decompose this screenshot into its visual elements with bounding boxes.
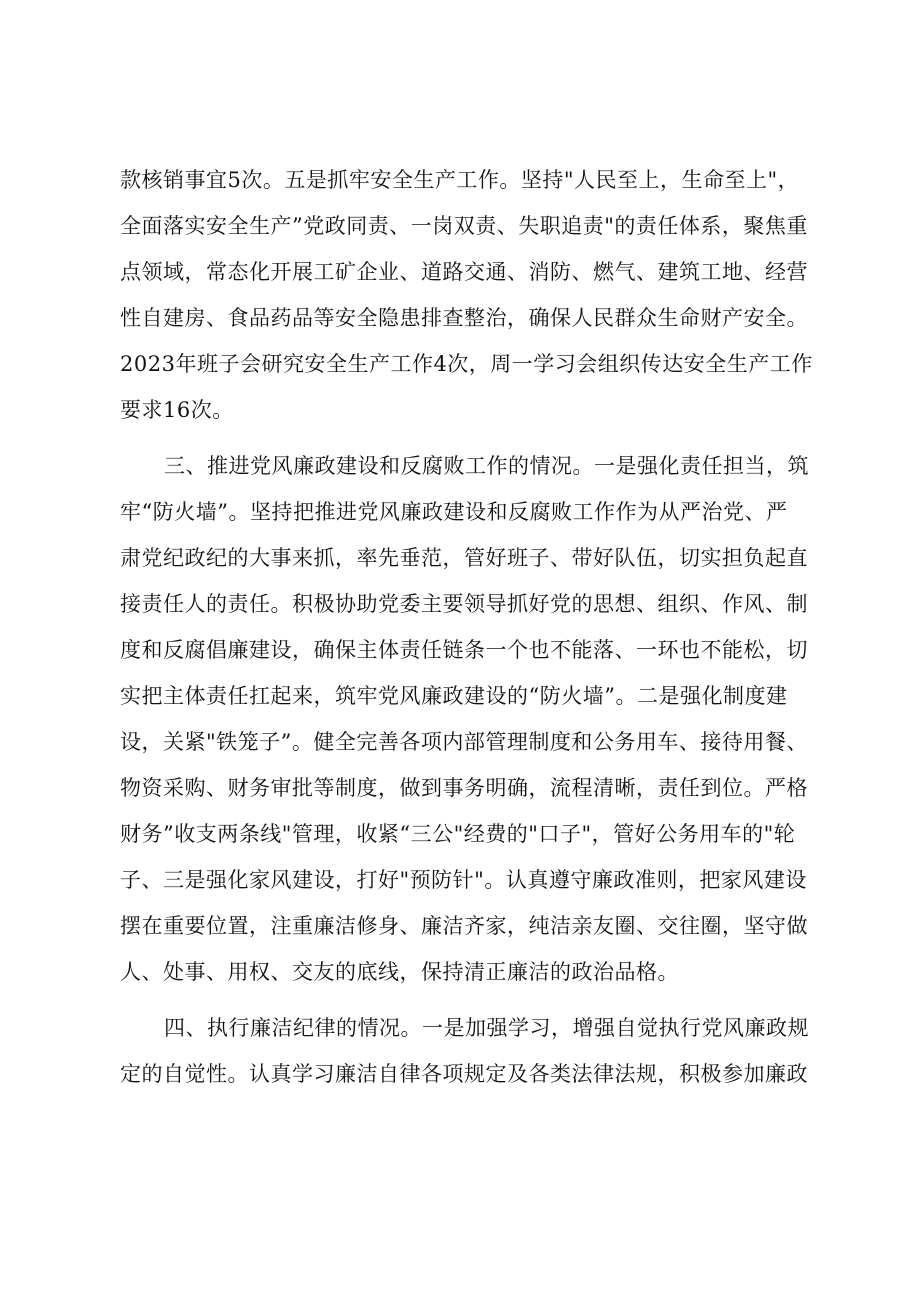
- text-line-17: 摆在重要位置，注重廉洁修身、廉洁齐家，纯洁亲友圈、交往圈，坚守做: [120, 914, 808, 938]
- text-line-18: 人、处事、用权、交友的底线，保持清正廉洁的政治品格。: [120, 960, 679, 984]
- text-line-14: 物资采购、财务审批等制度，做到事务明确，流程清晰，责任到位。严格: [120, 776, 808, 800]
- text-line-1: 款核销事宜5次。五是抓牢安全生产工作。坚持"人民至上，生命至上"，: [120, 168, 800, 192]
- text-line-2: 全面落实安全生产”党政同责、一岗双责、失职追责"的责任体系，聚焦重: [120, 214, 808, 238]
- text-line-8: 牢“防火墙”。坚持把推进党风廉政建设和反腐败工作作为从严治党、严: [120, 500, 788, 524]
- text-line-15: 财务”收支两条线"管理，收紧“三公"经费的"口子"，管好公务用车的"轮: [120, 822, 796, 846]
- text-line-12: 实把主体责任扛起来，筑牢党风廉政建设的“防火墙”。二是强化制度建: [120, 684, 788, 708]
- text-line-20: 定的自觉性。认真学习廉洁自律各项规定及各类法律法规，积极参加廉政: [120, 1062, 808, 1086]
- text-line-6: 要求16次。: [120, 398, 234, 422]
- text-line-11: 度和反腐倡廉建设，确保主体责任链条一个也不能落、一环也不能松，切: [120, 638, 808, 662]
- text-line-13: 设，关紧"铁笼子”。健全完善各项内部管理制度和公务用车、接待用餐、: [120, 730, 808, 754]
- text-line-5: 2023年班子会研究安全生产工作4次，周一学习会组织传达安全生产工作: [120, 352, 813, 376]
- text-line-16: 子、三是强化家风建设，打好"预防针"。认真遵守廉政准则，把家风建设: [120, 868, 807, 892]
- text-line-7: 三、推进党风廉政建设和反腐败工作的情况。一是强化责任担当，筑: [164, 454, 809, 478]
- text-line-3: 点领域，常态化开展工矿企业、道路交通、消防、燃气、建筑工地、经营: [120, 260, 808, 284]
- text-line-9: 肃党纪政纪的大事来抓，率先垂范，管好班子、带好队伍，切实担负起直: [120, 546, 808, 570]
- text-line-4: 性自建房、食品药品等安全隐患排查整治，确保人民群众生命财产安全。: [120, 306, 808, 330]
- text-line-19: 四、执行廉洁纪律的情况。一是加强学习，增强自觉执行党风廉政规: [164, 1016, 809, 1040]
- text-line-10: 接责任人的责任。积极协助党委主要领导抓好党的思想、组织、作风、制: [120, 592, 808, 616]
